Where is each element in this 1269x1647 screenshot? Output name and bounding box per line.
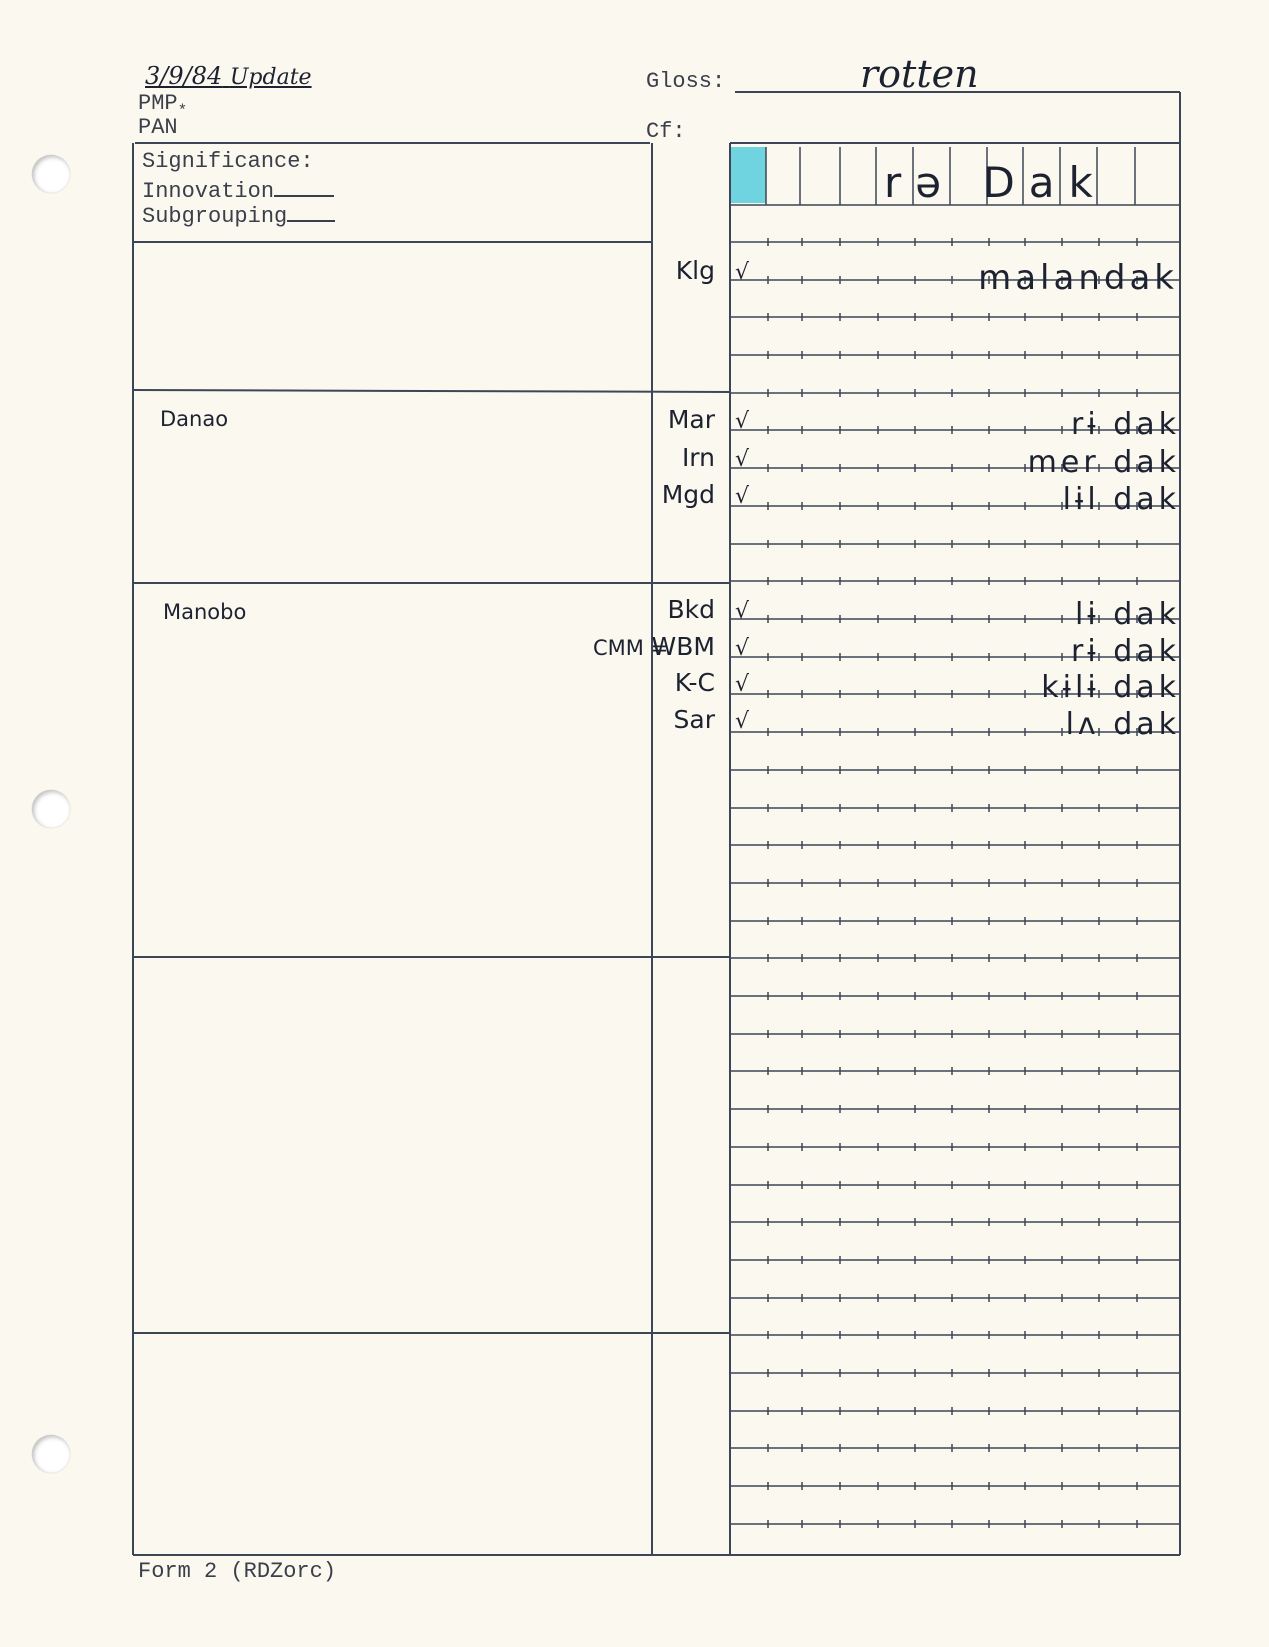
language-abbr: WBM — [651, 632, 715, 661]
language-abbr: Bkd — [667, 595, 715, 624]
check-mark: √ — [735, 636, 750, 661]
subgrouping-label: Subgrouping — [142, 204, 288, 229]
reflex-form: mer dak — [1027, 445, 1180, 480]
language-abbr: Irn — [681, 443, 715, 472]
date-handwritten — [145, 62, 312, 90]
reflex-form: rɨ dak — [1070, 634, 1180, 669]
check-mark: √ — [735, 599, 750, 624]
reflex-form: rɨ dak — [1070, 407, 1180, 442]
region-danao: Danao — [160, 407, 229, 431]
region-manobo: Manobo — [163, 600, 247, 624]
language-abbr: Mgd — [661, 480, 715, 509]
check-mark: √ — [735, 709, 750, 734]
check-mark: √ — [735, 260, 750, 285]
innovation-blank[interactable] — [274, 175, 334, 197]
reflex-form: lɨl dak — [1062, 482, 1180, 517]
pmp-asterisk: * — [177, 102, 188, 120]
language-abbr: Klg — [675, 256, 715, 285]
check-mark: √ — [735, 484, 750, 509]
language-abbr: Sar — [673, 705, 715, 734]
reflex-form: kɨlɨ dak — [1041, 670, 1180, 705]
pmp-text: PMP — [138, 91, 178, 116]
cmm-prefix: CMM = — [593, 636, 669, 660]
language-abbr: K-C — [674, 668, 715, 697]
check-mark: √ — [735, 447, 750, 472]
significance-title: Significance: — [142, 149, 314, 174]
subgrouping-field — [142, 200, 335, 229]
reflex-form: lʌ dak — [1065, 707, 1180, 742]
innovation-label: Innovation — [142, 179, 275, 204]
proto-form: rə Dak — [884, 158, 1107, 207]
subgrouping-blank[interactable] — [287, 200, 335, 222]
gloss-label: Gloss: — [646, 69, 726, 94]
gloss-value: rotten — [860, 52, 979, 96]
date-value: 3/9/84 — [145, 62, 223, 90]
check-mark: √ — [735, 672, 750, 697]
cf-label: Cf: — [646, 119, 686, 144]
language-abbr: Mar — [667, 405, 715, 434]
reflex-form: malandak — [978, 258, 1178, 298]
update-note: Update — [229, 65, 312, 90]
check-mark: √ — [735, 409, 750, 434]
form-footer: Form 2 (RDZorc) — [138, 1559, 337, 1584]
pan-label: PAN — [138, 115, 178, 140]
reflex-form: lɨ dak — [1074, 597, 1180, 632]
